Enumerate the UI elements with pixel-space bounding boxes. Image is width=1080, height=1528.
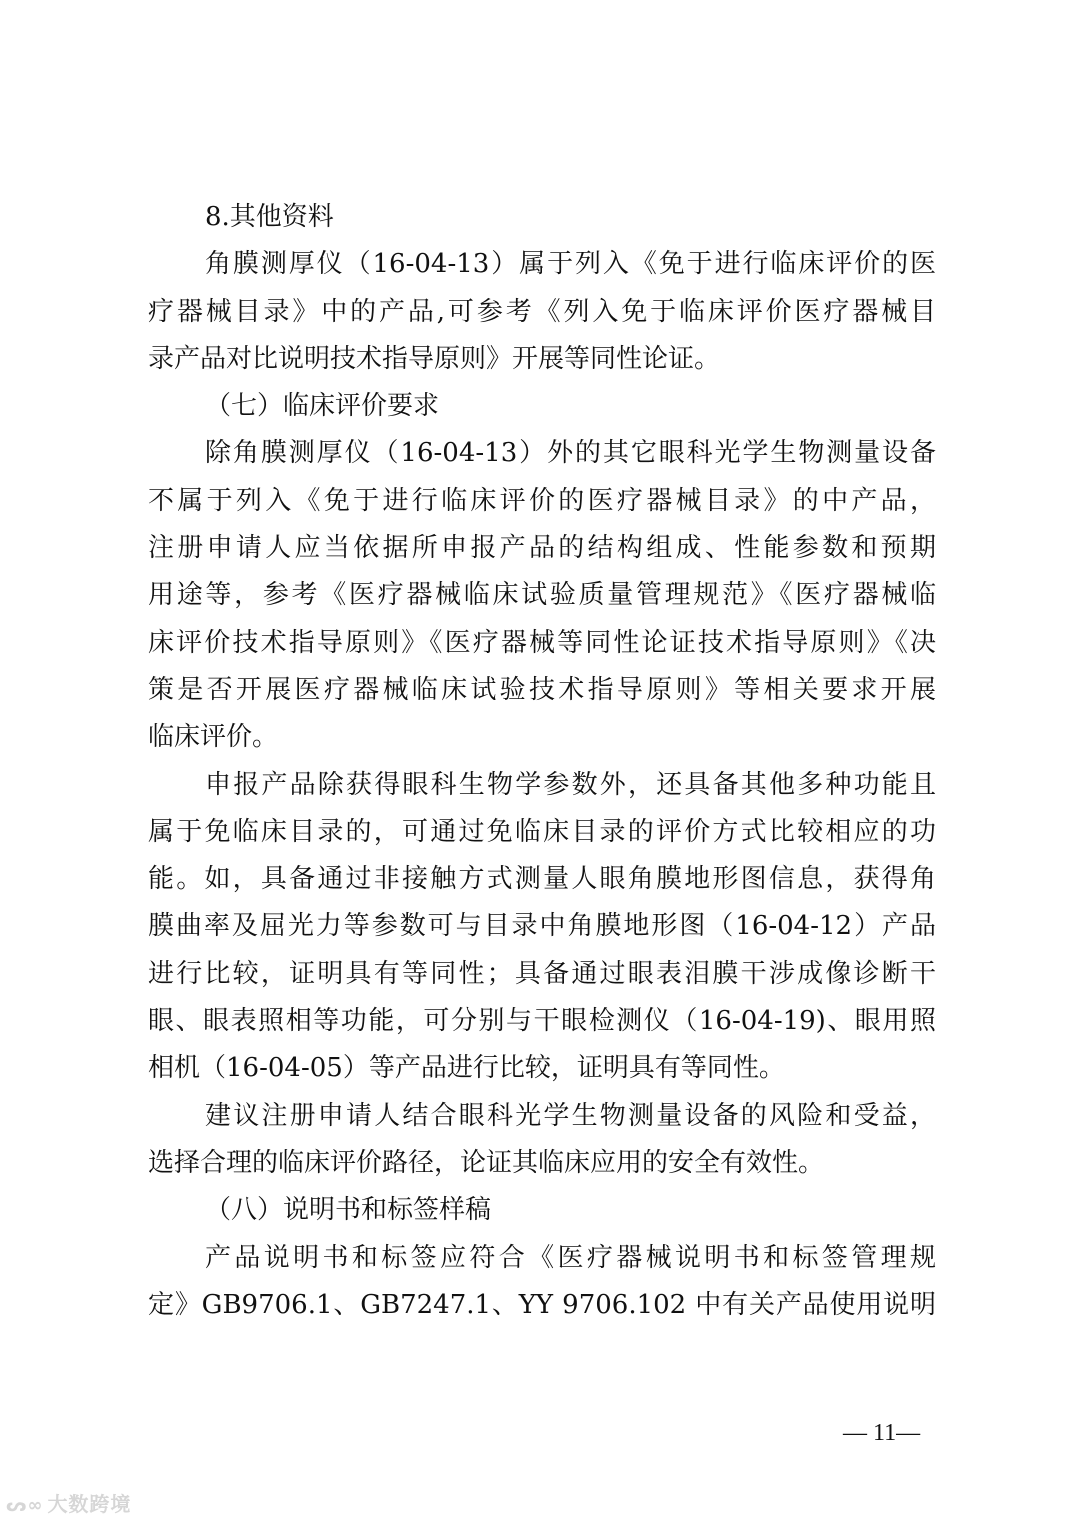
paragraph-line: 产品说明书和标签应符合《医疗器械说明书和标签管理规 [205, 1242, 936, 1273]
paragraph-line: 相机（16-04-05）等产品进行比较，证明具有等同性。 [148, 1053, 785, 1084]
paragraph-line: 属于免临床目录的，可通过免临床目录的评价方式比较相应的功 [148, 816, 936, 847]
paragraph-line: 申报产品除获得眼科生物学参数外，还具备其他多种功能且 [205, 769, 936, 800]
watermark-text: 大数跨境 [47, 1492, 132, 1516]
watermark [6, 1488, 131, 1517]
paragraph-line: 眼、眼表照相等功能，可分别与干眼检测仪（16-04-19)、眼用照 [148, 1006, 936, 1037]
paragraph-line: 进行比较，证明具有等同性；具备通过眼表泪膜干涉成像诊断干 [148, 958, 936, 989]
paragraph-line: 选择合理的临床评价路径，论证其临床应用的安全有效性。 [148, 1147, 825, 1178]
paragraph-line: 不属于列入《免于进行临床评价的医疗器械目录》的中产品， [148, 485, 936, 516]
section-heading: 8.其他资料 [205, 202, 334, 232]
paragraph-line: 疗器械目录》中的产品,可参考《列入免于临床评价医疗器械目 [148, 296, 936, 327]
page-number: — 11— [843, 1420, 921, 1446]
section-heading: （七）临床评价要求 [205, 391, 440, 422]
paragraph-line: 床评价技术指导原则》《医疗器械等同性论证技术指导原则》《决 [148, 627, 936, 658]
paragraph-line: 注册申请人应当依据所申报产品的结构组成、性能参数和预期 [148, 533, 936, 564]
paragraph-line: 角膜测厚仪（16-04-13）属于列入《免于进行临床评价的医 [205, 249, 936, 280]
paragraph-line: 建议注册申请人结合眼科光学生物测量设备的风险和受益， [205, 1100, 936, 1131]
section-heading: （八）说明书和标签样稿 [205, 1195, 492, 1226]
paragraph-line: 策是否开展医疗器械临床试验技术指导原则》等相关要求开展 [148, 674, 936, 705]
paragraph-line: 定》GB9706.1、GB7247.1、YY 9706.102 中有关产品使用说明 [148, 1289, 936, 1320]
paragraph-line: 膜曲率及屈光力等参数可与目录中角膜地形图（16-04-12）产品 [148, 911, 936, 942]
paragraph-line: 临床评价。 [148, 722, 279, 753]
watermark-logo-icon: ᔕ∞ [6, 1495, 44, 1516]
paragraph-line: 录产品对比说明技术指导原则》开展等同性论证。 [148, 343, 721, 374]
paragraph-line: 能。如，具备通过非接触方式测量人眼角膜地形图信息，获得角 [148, 864, 936, 895]
document-body [148, 194, 936, 1329]
paragraph-line: 除角膜测厚仪（16-04-13）外的其它眼科光学生物测量设备 [205, 438, 936, 469]
paragraph-line: 用途等，参考《医疗器械临床试验质量管理规范》《医疗器械临 [148, 580, 936, 611]
